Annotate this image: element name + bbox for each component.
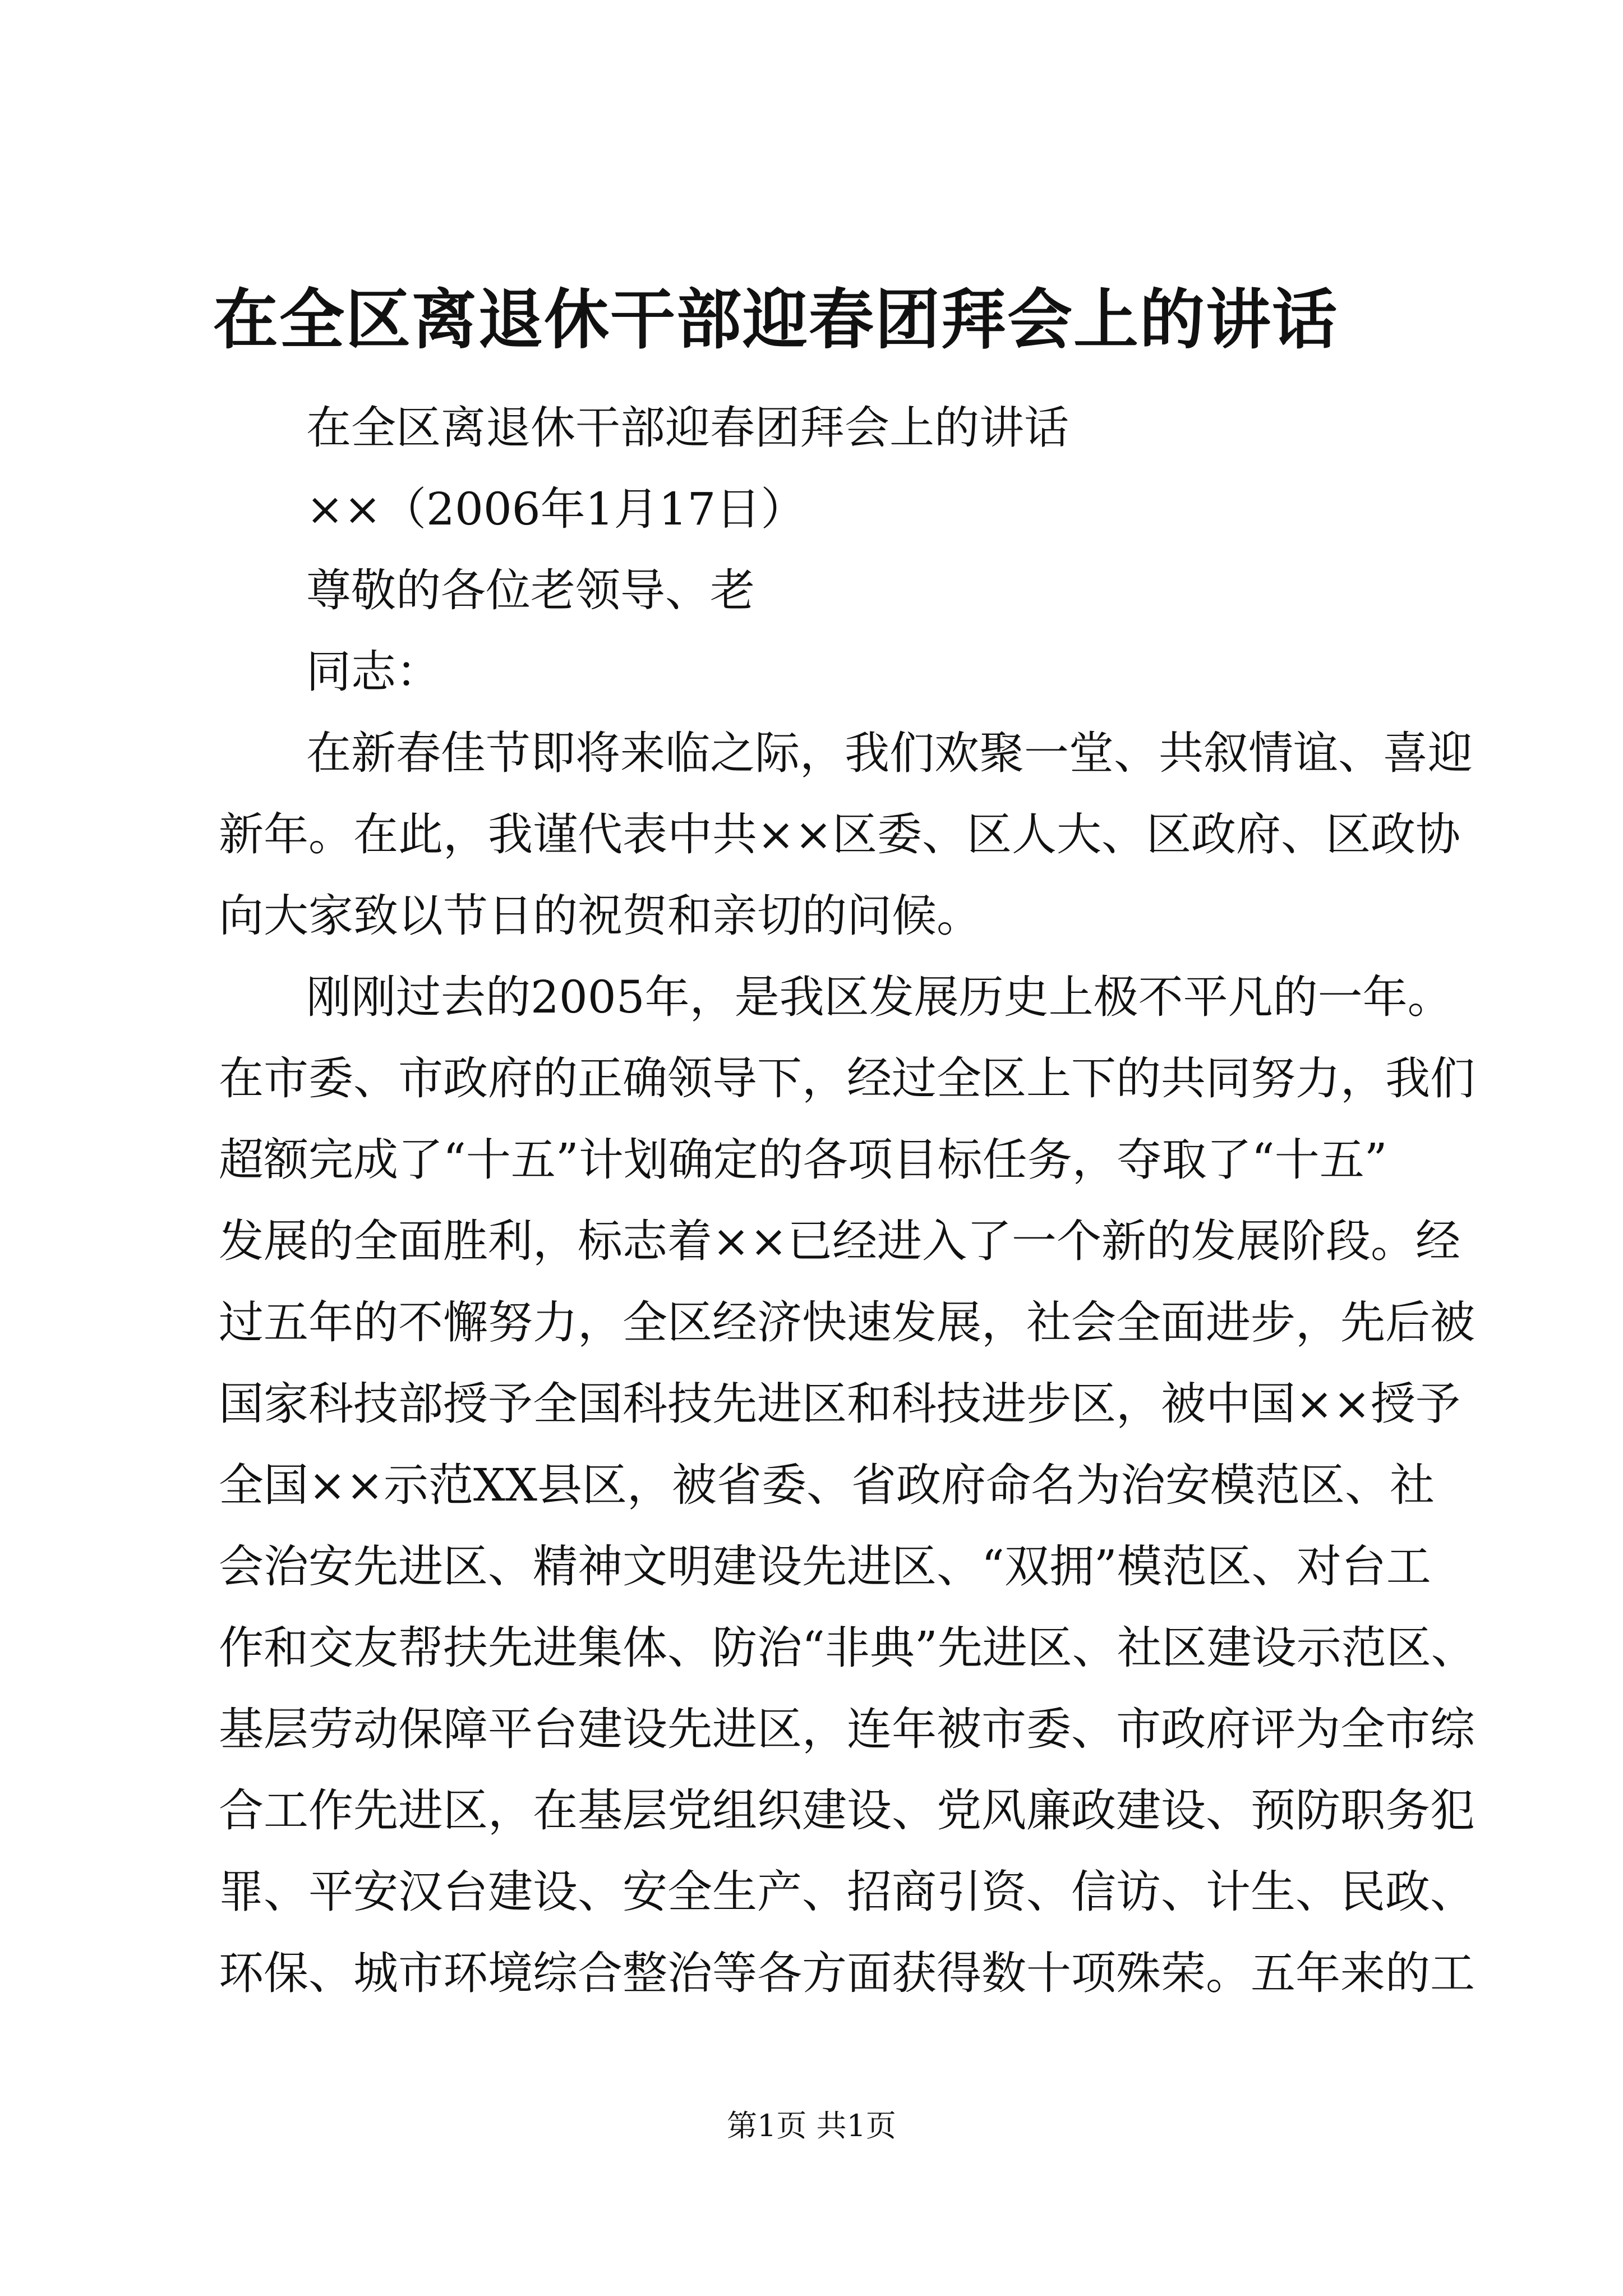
- paragraph-line: 国家科技部授予全国科技先进区和科技进步区，被中国××授予: [219, 1378, 1461, 1430]
- paragraph-line: 作和交友帮扶先进集体、防治“非典”先进区、社区建设示范区、: [219, 1622, 1476, 1674]
- salutation-line: 同志：: [306, 646, 441, 698]
- paragraph-line: 全国××示范XX县区，被省委、省政府命名为治安模范区、社: [219, 1459, 1435, 1511]
- paragraph-line: 合工作先进区，在基层党组织建设、党风廉政建设、预防职务犯: [219, 1784, 1475, 1837]
- paragraph-line: 在市委、市政府的正确领导下，经过全区上下的共同努力，我们: [219, 1052, 1475, 1105]
- subtitle-line: 在全区离退休干部迎春团拜会上的讲话: [306, 402, 1069, 454]
- page-footer: 第1页 共1页: [727, 2108, 896, 2143]
- paragraph-line: 罪、平安汉台建设、安全生产、招商引资、信访、计生、民政、: [219, 1866, 1475, 1918]
- paragraph-line: 会治安先进区、精神文明建设先进区、“双拥”模范区、对台工: [219, 1540, 1431, 1593]
- paragraph-line: 新年。在此，我谨代表中共××区委、区人大、区政府、区政协: [219, 808, 1461, 861]
- paragraph-line: 在新春佳节即将来临之际，我们欢聚一堂、共叙情谊、喜迎: [306, 727, 1473, 779]
- paragraph-line: 过五年的不懈努力，全区经济快速发展，社会全面进步，先后被: [219, 1296, 1475, 1349]
- paragraph-line: 超额完成了“十五”计划确定的各项目标任务，夺取了“十五”: [219, 1134, 1387, 1186]
- salutation-line: 尊敬的各位老领导、老: [306, 564, 755, 616]
- paragraph-line: 刚刚过去的2005年，是我区发展历史上极不平凡的一年。: [306, 971, 1453, 1023]
- document-title: 在全区离退休干部迎春团拜会上的讲话: [213, 282, 1338, 358]
- paragraph-line: 发展的全面胜利，标志着××已经进入了一个新的发展阶段。经: [219, 1215, 1461, 1267]
- paragraph-line: 基层劳动保障平台建设先进区，连年被市委、市政府评为全市综: [219, 1703, 1475, 1755]
- paragraph-line: 向大家致以节日的祝贺和亲切的问候。: [219, 890, 981, 942]
- document-body: [219, 387, 1476, 2014]
- date-line: ××（2006年1月17日）: [306, 483, 806, 535]
- paragraph-line: 环保、城市环境综合整治等各方面获得数十项殊荣。五年来的工: [219, 1947, 1475, 1999]
